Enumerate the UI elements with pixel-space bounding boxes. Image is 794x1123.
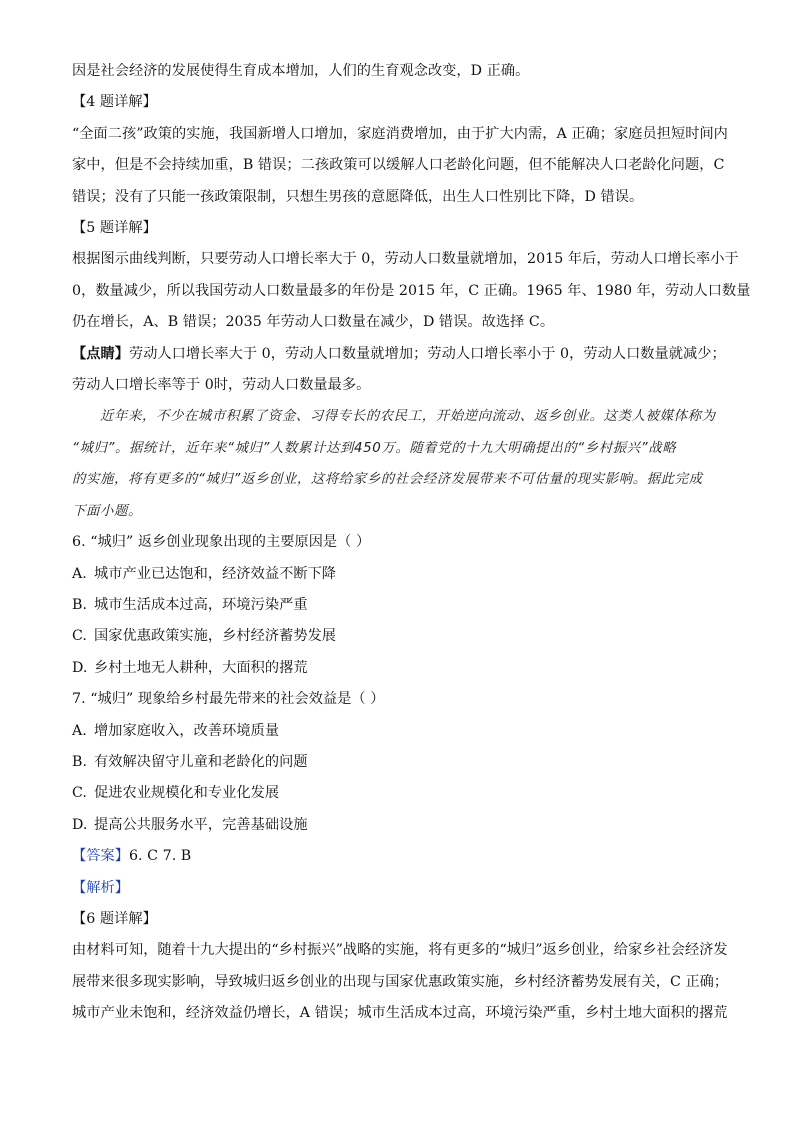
answer-label: 【答案】 <box>72 848 129 865</box>
answer-line <box>72 841 722 872</box>
q5-header: 【5 题详解】 <box>72 220 157 237</box>
text-line: 城市产业未饱和，经济效益仍增长，A 错误；城市生活成本过高，环境污染严重，乡村土地大面积的撂荒 <box>72 1005 728 1022</box>
question-7-stem: 7. “城归” 现象给乡村最先带来的社会效益是（ ） <box>72 691 385 708</box>
question-7-option-c: C. 促进农业规模化和专业化发展 <box>72 785 280 802</box>
question-6-option-c: C. 国家优惠政策实施，乡村经济蓄势发展 <box>72 628 337 645</box>
question-7-option-d: D. 提高公共服务水平，完善基础设施 <box>72 816 308 833</box>
text-line: 家中，但是不会持续加重，B 错误；二孩政策可以缓解人口老龄化问题，但不能解决人口老龄化问题，C <box>72 157 725 174</box>
tip-text: 劳动人口增长率大于 0，劳动人口数量就增加；劳动人口增长率小于 0，劳动人口数量就减少； <box>128 345 726 362</box>
passage-line: “城归”。据统计，近年来“城归”人数累计达到450万。随着党的十九大明确提出的“乡村振兴”战略 <box>72 440 677 456</box>
passage-line: 下面小题。 <box>72 503 142 519</box>
text-line: 由材料可知，随着十九大提出的“乡村振兴”战略的实施，将有更多的“城归”返乡创业，给家乡社会经济发 <box>72 942 728 959</box>
question-6-option-b: B. 城市生活成本过高，环境污染严重 <box>72 596 308 613</box>
q6-header: 【6 题详解】 <box>72 910 157 927</box>
analysis-label: 【解析】 <box>72 879 129 896</box>
question-6-stem: 6. “城归” 返乡创业现象出现的主要原因是（ ） <box>72 534 371 551</box>
question-6-option-d: D. 乡村土地无人耕种，大面积的撂荒 <box>72 659 308 676</box>
text-line: 因是社会经济的发展使得生育成本增加，人们的生育观念改变，D 正确。 <box>72 63 530 79</box>
text-line: 展带来很多现实影响，导致城归返乡创业的出现与国家优惠政策实施，乡村经济蓄势发展有关，C 正确； <box>72 973 729 990</box>
question-7-option-b: B. 有效解决留守儿童和老龄化的问题 <box>72 753 308 770</box>
text-line: 劳动人口增长率等于 0时，劳动人口数量最多。 <box>72 377 371 394</box>
text-line: 仍在增长，A、B 错误；2035 年劳动人口数量在减少，D 错误。故选择 C。 <box>72 314 555 331</box>
text-line: 错误；没有了只能一孩政策限制，只想生男孩的意愿降低，出生人口性别比下降，D 错误。 <box>72 188 644 205</box>
q4-header: 【4 题详解】 <box>72 94 157 111</box>
question-7-option-a: A. 增加家庭收入，改善环境质量 <box>72 722 280 739</box>
text-line: 0，数量减少，所以我国劳动人口数量最多的年份是 2015 年，C 正确。1965 年、1980 年，劳动人口数量 <box>72 282 751 299</box>
text-line: 根据图示曲线判断，只要劳动人口增长率大于 0，劳动人口数量就增加，2015 年后，劳动人口增长率小于 <box>72 251 739 268</box>
passage-line: 的实施，将有更多的“城归”返乡创业，这将给家乡的社会经济发展带来不可估量的现实影响。据此完成 <box>72 472 703 488</box>
question-6-option-a: A. 城市产业已达饱和，经济效益不断下降 <box>72 565 337 582</box>
text-line: “全面二孩”政策的实施，我国新增人口增加，家庭消费增加，由于扩大内需，A 正确；家庭员担短时间内 <box>72 125 728 142</box>
answer-text: 6. C 7. B <box>128 848 192 865</box>
passage-line: 近年来，不少在城市积累了资金、习得专长的农民工，开始逆向流动、返乡创业。这类人被媒体称为 <box>100 409 716 425</box>
tip-line <box>72 339 726 370</box>
tip-header: 【点睛】 <box>72 345 129 362</box>
document-page <box>72 56 751 1030</box>
